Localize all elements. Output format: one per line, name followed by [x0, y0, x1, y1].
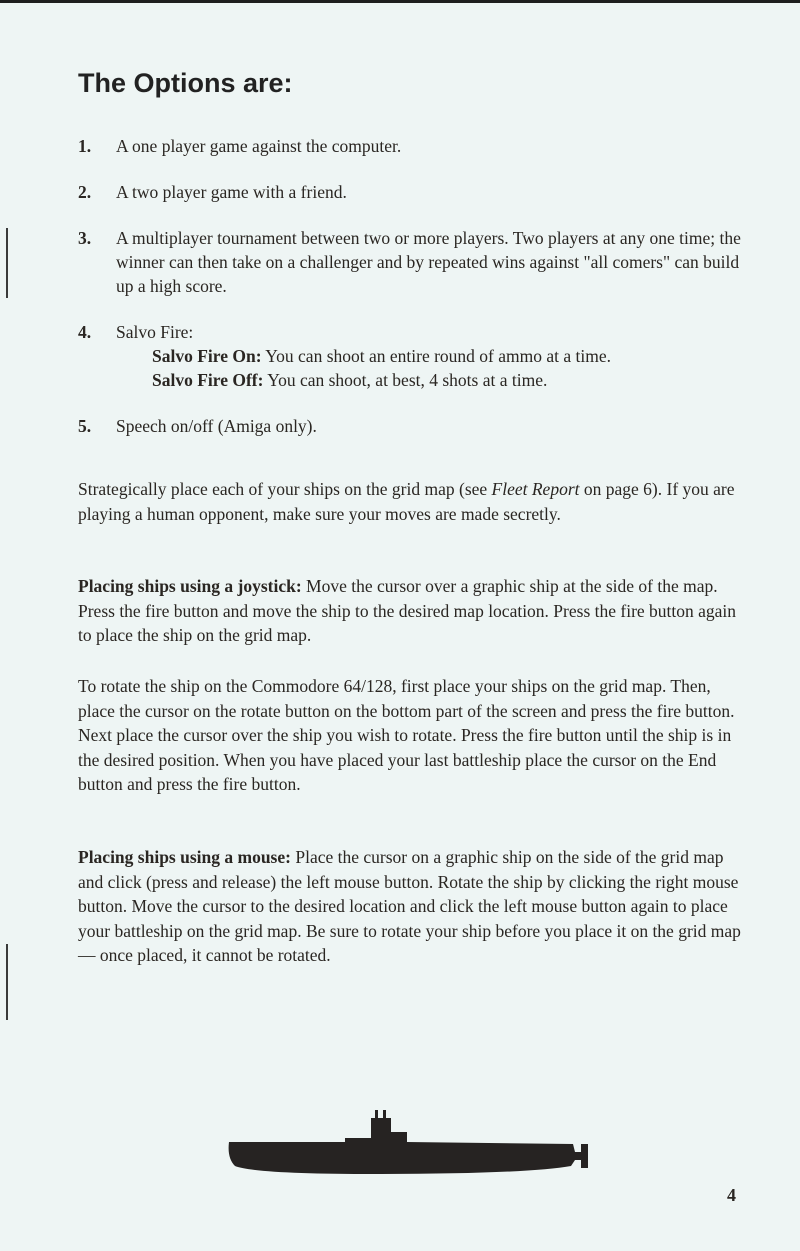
- mouse-paragraph: [78, 845, 744, 968]
- page-number: 4: [727, 1185, 736, 1205]
- option-item: [78, 180, 758, 204]
- option-text: A two player game with a friend.: [116, 182, 347, 202]
- salvo-off-label: Salvo Fire Off:: [152, 370, 264, 390]
- rotate-text: To rotate the ship on the Commodore 64/128, first place your ships on the grid map. Then, place the cursor on the rotate button on the bottom part of the screen and press the fire button. Next place the cursor over the ship you wish to rotate. Press the fire button until the ship is in the desired position. When you have placed your last battleship place the cursor on the End button and press the fire button.: [78, 676, 735, 794]
- joystick-label: Placing ships using a joystick:: [78, 576, 302, 596]
- option-text: Salvo Fire:: [116, 322, 194, 342]
- fleet-report-reference: Fleet Report: [491, 479, 580, 499]
- strategy-text-before: Strategically place each of your ships on the grid map (see: [78, 479, 488, 499]
- salvo-on-label: Salvo Fire On:: [152, 346, 262, 366]
- option-text: A one player game against the computer.: [116, 136, 402, 156]
- page-top-edge: [0, 0, 800, 3]
- option-text: Speech on/off (Amiga only).: [116, 416, 317, 436]
- joystick-text: Move the cursor over a graphic ship at the side of the map. Press the fire button and move the ship to the desired map location. Press the fire button again to place the ship on the grid map.: [78, 576, 737, 645]
- mouse-text: Place the cursor on a graphic ship on the side of the grid map and click (press and release) the left mouse button. Rotate the ship by clicking the right mouse button. Move the cursor to the desired location and click the left mouse button again to place your battleship on the grid map. Be sure to rotate your ship before you place it on the grid map — once placed, it cannot be rotated.: [78, 847, 741, 965]
- page-title: The Options are:: [78, 68, 293, 98]
- submarine-silhouette-icon: [225, 1104, 593, 1180]
- option-item: [78, 226, 758, 298]
- strategy-paragraph: [78, 477, 744, 526]
- strategy-text-after: on page 6). If you are playing a human opponent, make sure your moves are made secretly.: [78, 479, 735, 524]
- joystick-paragraph: [78, 574, 744, 648]
- salvo-off-line: [116, 368, 758, 392]
- option-item-salvo: [78, 320, 758, 392]
- option-number: 1.: [78, 136, 92, 156]
- salvo-on-line: [116, 344, 758, 368]
- option-text: A multiplayer tournament between two or more players. Two players at any one time; the winner can then take on a challenger and by repeated wins against "all comers" can build up a high score.: [116, 228, 741, 296]
- option-item: [78, 134, 758, 158]
- salvo-on-text: You can shoot an entire round of ammo at a time.: [265, 346, 612, 366]
- binding-mark-bottom: [6, 944, 8, 1020]
- mouse-label: Placing ships using a mouse:: [78, 847, 291, 867]
- option-item: [78, 414, 758, 438]
- option-number: 2.: [78, 182, 92, 202]
- binding-mark-top: [6, 228, 8, 298]
- option-number: 5.: [78, 416, 92, 436]
- option-number: 4.: [78, 322, 92, 342]
- salvo-off-text: You can shoot, at best, 4 shots at a time.: [267, 370, 548, 390]
- option-number: 3.: [78, 228, 92, 248]
- options-list: [78, 134, 758, 438]
- rotate-paragraph: [78, 674, 744, 797]
